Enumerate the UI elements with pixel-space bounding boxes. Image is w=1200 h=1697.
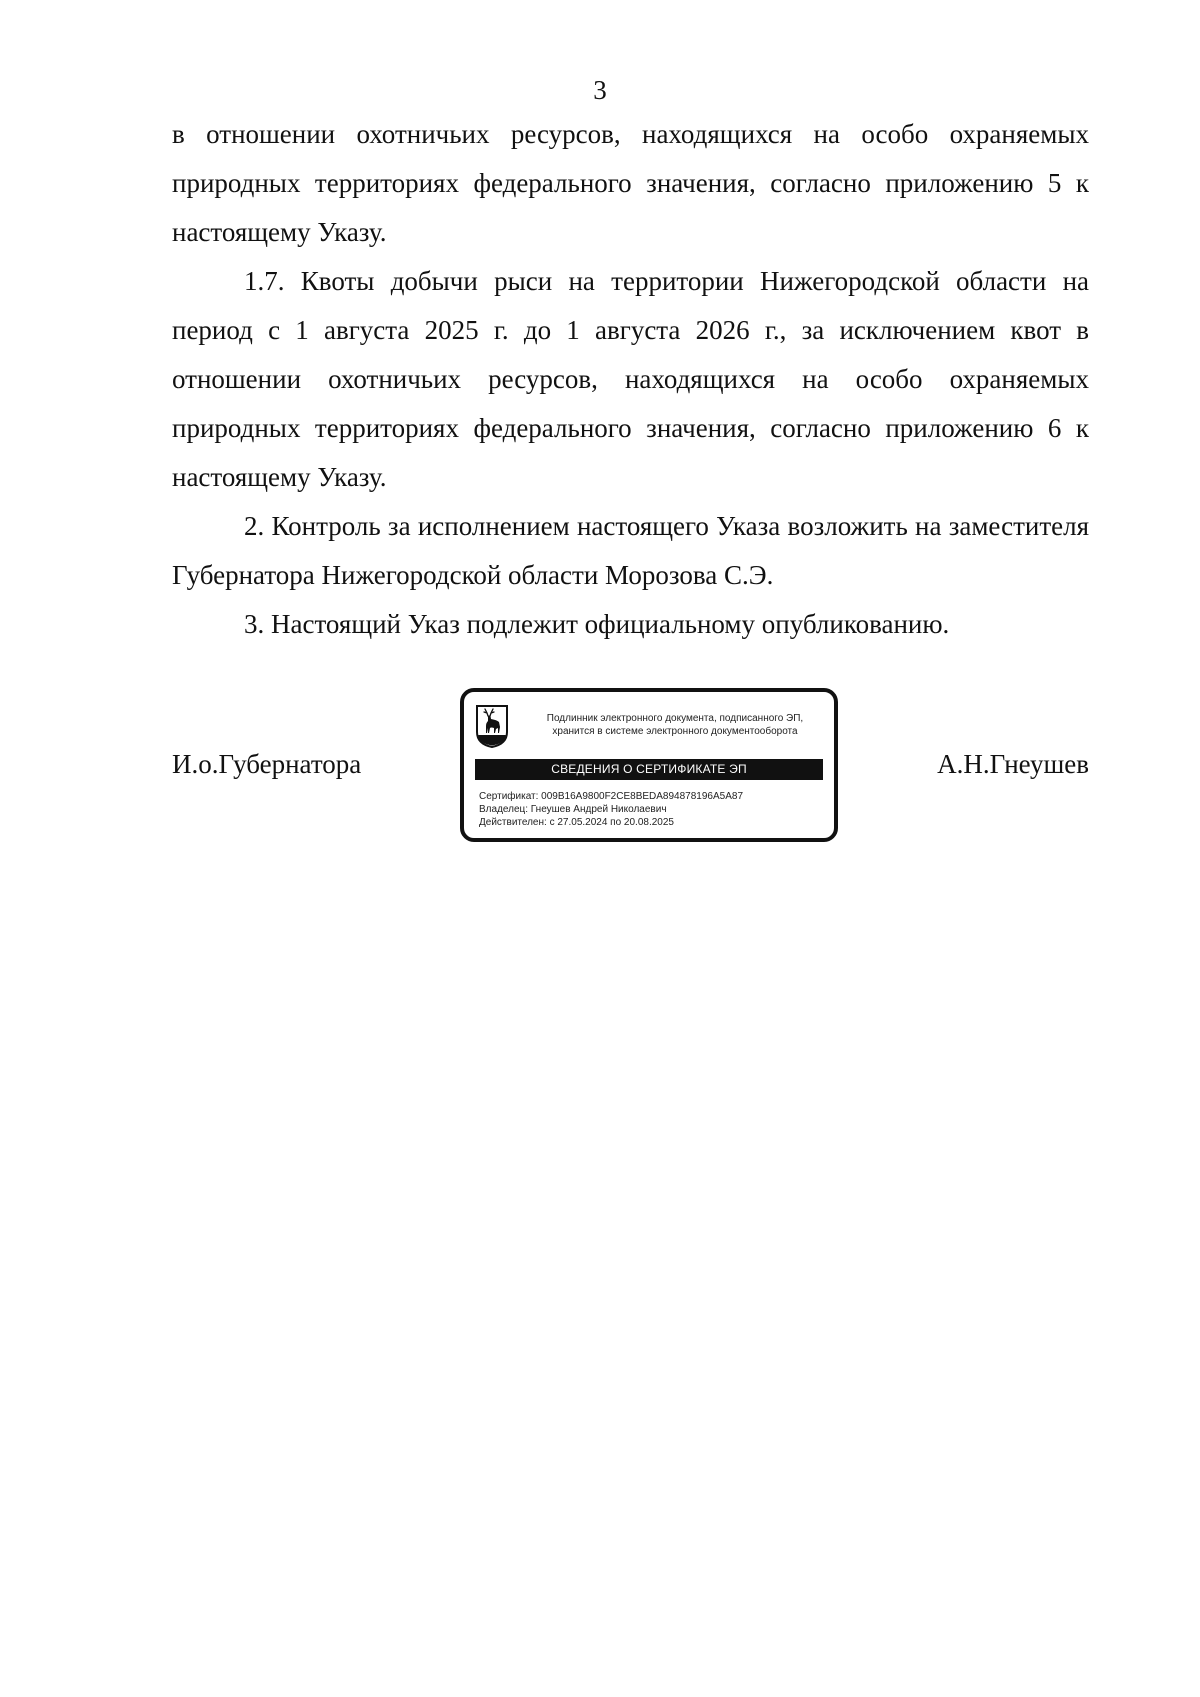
paragraph-3: 3. Настоящий Указ подлежит официальному опубликованию. [244, 609, 950, 639]
stamp-header-line-1: Подлинник электронного документа, подписанного ЭП, [546, 713, 804, 724]
electronic-signature-stamp [460, 688, 838, 842]
certificate-number: Сертификат: 009B16A9800F2CE8BEDA894878196A5A87 [479, 791, 744, 802]
certificate-details [479, 790, 743, 829]
paragraph-continuation: в отношении охотничьих ресурсов, находящихся на особо охраняемых природных территориях федерального значения, согласно приложению 5 к настоящему Указу. [172, 119, 1089, 247]
paragraph-2: 2. Контроль за исполнением настоящего Указа возложить на заместителя Губернатора Нижегородской области Морозова С.Э. [172, 511, 1089, 590]
stamp-header-text [516, 712, 834, 738]
document-body [172, 110, 1089, 649]
signature-block [172, 688, 1089, 848]
certificate-validity: Действителен: с 27.05.2024 по 20.08.2025 [479, 817, 674, 828]
stamp-header-line-2: хранится в системе электронного документооборота [552, 726, 798, 737]
coat-of-arms-deer-icon [475, 704, 509, 748]
page-number: 3 [593, 75, 607, 105]
certificate-owner: Владелец: Гнеушев Андрей Николаевич [479, 804, 667, 815]
paragraph-1-7: 1.7. Квоты добычи рыси на территории Нижегородской области на период с 1 августа 2025 г. до 1 августа 2026 г., за исключением квот в отношении охотничьих ресурсов, находящихся на особо охраняемых природных территориях федерального значения, согласно приложению 6 к настоящему Указу. [172, 266, 1089, 492]
certificate-info-bar: СВЕДЕНИЯ О СЕРТИФИКАТЕ ЭП [475, 759, 823, 780]
signer-name: А.Н.Гнеушев [937, 749, 1089, 779]
signer-title: И.о.Губернатора [172, 749, 362, 779]
